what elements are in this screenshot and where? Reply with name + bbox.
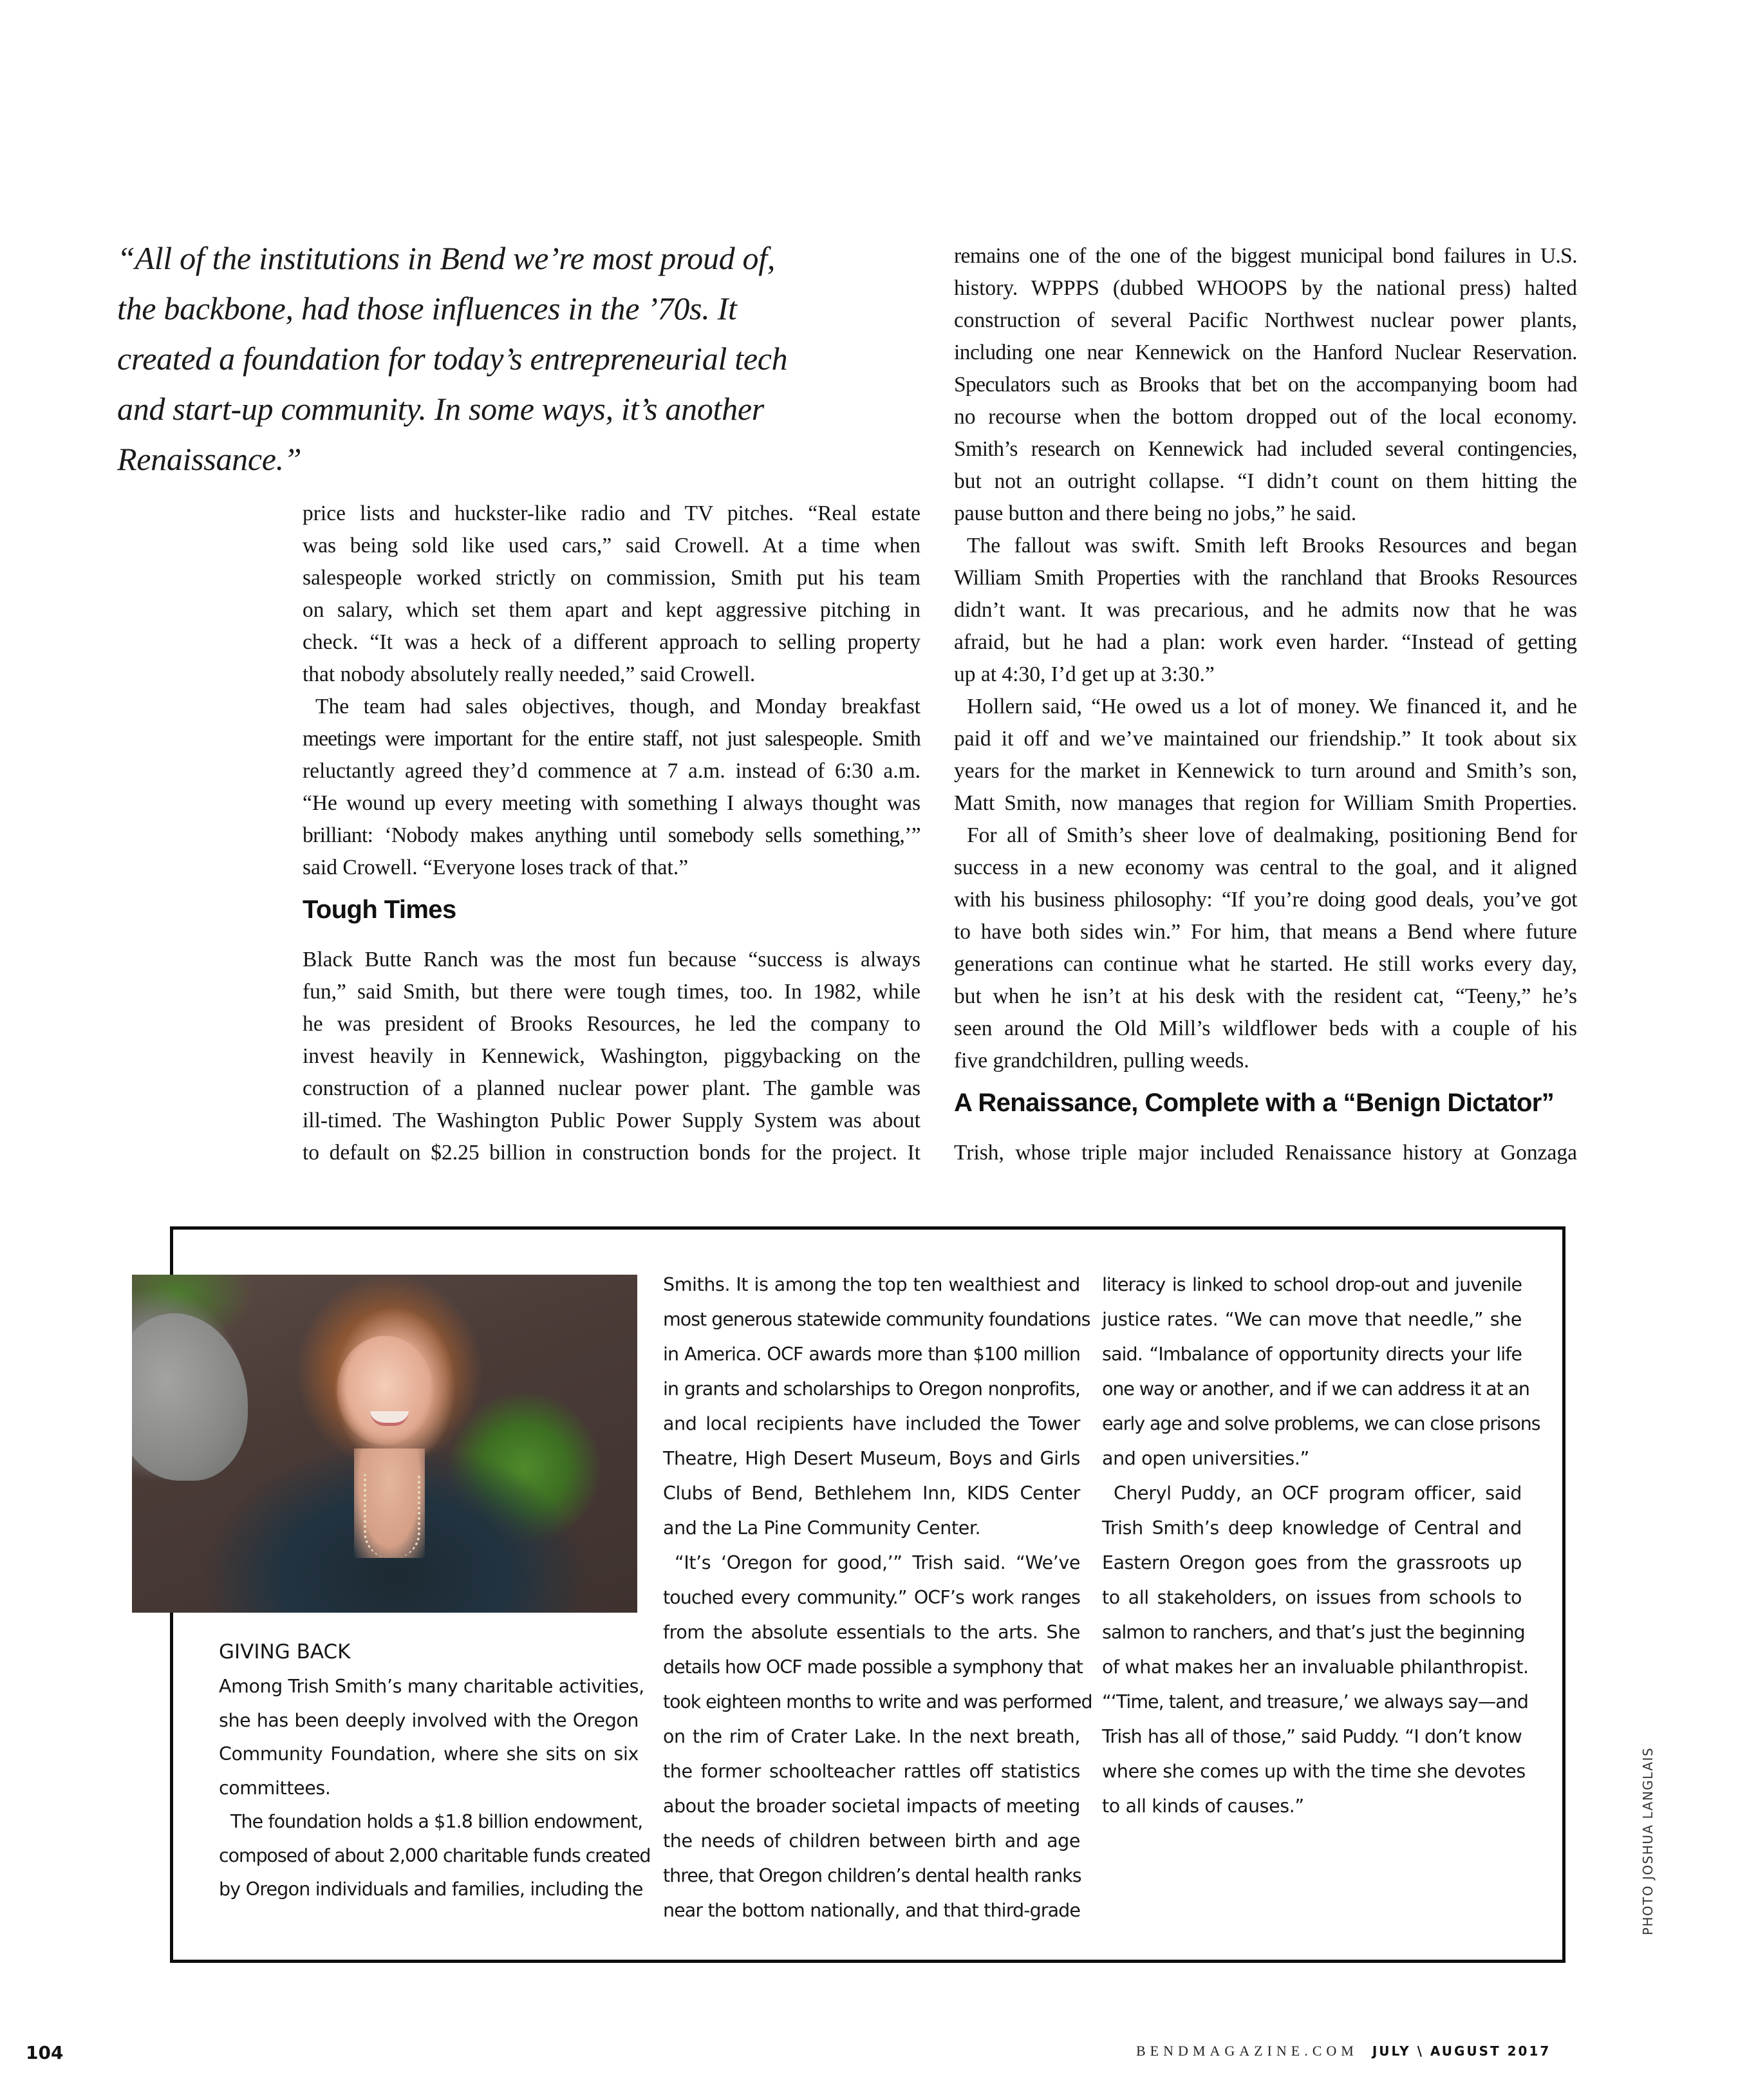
text-line: The team had sales objectives, though, and Monday breakfast [315,695,920,718]
article-column-right [954,240,1577,1169]
text-line: most generous statewide community foundations [663,1309,1090,1330]
text-line: William Smith Properties with the ranchland that Brooks Resources [954,566,1577,590]
text-line: no recourse when the bottom dropped out of the local economy. [954,405,1577,429]
rock-shape [132,1313,248,1481]
paragraph [219,1805,651,1907]
text-line: to have both sides win.” For him, that means a Bend where future [954,920,1577,944]
text-line: pause button and there being no jobs,” he said. [954,502,1357,525]
footer-site: BENDMAGAZINE.COM [1136,2043,1358,2059]
paragraph [1102,1476,1529,1824]
text-line: said. “Imbalance of opportunity directs your life [1102,1344,1522,1365]
text-line: three, that Oregon children’s dental health ranks [663,1865,1081,1886]
text-line: years for the market in Kennewick to turn around and Smith’s son, [954,759,1577,783]
paragraph [1102,1268,1540,1476]
text-line: on the rim of Crater Lake. In the next breath, [663,1726,1080,1747]
text-line: Trish, whose triple major included Renaissance history at Gonzaga [954,1141,1577,1165]
pull-quote-line: Renaissance.” [117,441,302,477]
text-line: but when he isn’t at his desk with the resident cat, “Teeny,” he’s [954,984,1577,1008]
text-line: “It’s ‘Oregon for good,’” Trish said. “We’ve [675,1552,1080,1573]
text-line: Community Foundation, where she sits on six [219,1743,639,1765]
caption-title: GIVING BACK [219,1640,351,1664]
text-line: Smiths. It is among the top ten wealthiest and [663,1274,1080,1295]
footer-issue: JULY \ AUGUST 2017 [1372,2043,1551,2059]
text-line: salespeople worked strictly on commission, Smith put his team [303,566,920,590]
text-line: generations can continue what he started. He still works every day, [954,952,1577,976]
text-line: on salary, which set them apart and kept aggressive pitching in [303,598,920,622]
text-line: took eighteen months to write and was performed [663,1691,1092,1712]
text-line: about the broader societal impacts of meeting [663,1795,1080,1817]
text-line: construction of a planned nuclear power plant. The gamble was [303,1076,920,1101]
text-line: “He wound up every meeting with something I always thought was [303,791,920,815]
text-line: where she comes up with the time she devotes [1102,1761,1526,1782]
section-heading-renaissance: A Renaissance, Complete with a “Benign Dictator” [954,1089,1555,1117]
text-line: committees. [219,1777,331,1799]
text-line: construction of several Pacific Northwest nuclear power plants, [954,308,1577,332]
paragraph [303,498,920,691]
paragraph [954,691,1577,820]
page-number: 104 [26,2042,64,2063]
pull-quote [117,233,877,484]
pull-quote-line: the backbone, had those influences in the ’70s. It [117,290,737,326]
photo-credit: PHOTO JOSHUA LANGLAIS [1640,1747,1656,1936]
text-line: For all of Smith’s sheer love of dealmaking, positioning Bend for [967,823,1577,847]
text-line: Cheryl Puddy, an OCF program officer, said [1114,1483,1522,1504]
text-line: reluctantly agreed they’d commence at 7 a.m. instead of 6:30 a.m. [303,759,920,783]
text-line: of what makes her an invaluable philanthropist. [1102,1656,1529,1678]
text-line: to default on $2.25 billion in construction bonds for the project. It [303,1141,920,1165]
text-line: she has been deeply involved with the Oregon [219,1709,639,1731]
paragraph [954,530,1577,691]
text-line: five grandchildren, pulling weeds. [954,1049,1249,1073]
text-line: The fallout was swift. Smith left Brooks Resources and began [967,534,1577,558]
text-line: from the absolute essentials to the arts. She [663,1622,1080,1643]
text-line: and open universities.” [1102,1448,1309,1469]
text-line: fun,” said Smith, but there were tough times, too. In 1982, while [303,980,920,1004]
paragraph [954,1137,1577,1169]
text-line: Trish has all of those,” said Puddy. “I don’t know [1102,1726,1522,1747]
text-line: to all stakeholders, on issues from schools to [1102,1587,1522,1608]
text-line: and local recipients have included the Tower [663,1413,1080,1434]
text-line: in America. OCF awards more than $100 million [663,1344,1080,1365]
text-line: and the La Pine Community Center. [663,1517,981,1539]
text-line: invest heavily in Kennewick, Washington, piggybacking on the [303,1044,920,1069]
sidebar-column-2 [663,1268,1092,1928]
text-line: Hollern said, “He owed us a lot of money. We financed it, and he [967,695,1577,718]
paragraph [954,820,1577,1077]
text-line: by Oregon individuals and families, including the [219,1879,643,1900]
text-line: The foundation holds a $1.8 billion endowment, [230,1811,643,1832]
text-line: salmon to ranchers, and that’s just the beginning [1102,1622,1525,1643]
text-line: remains one of the one of the biggest municipal bond failures in U.S. [954,244,1577,268]
text-line: one way or another, and if we can address it at an [1102,1378,1529,1400]
face-shape [337,1336,433,1445]
pull-quote-line: and start-up community. In some ways, it’s another [117,391,764,427]
text-line: Clubs of Bend, Bethlehem Inn, KIDS Center [663,1483,1080,1504]
text-line: paid it off and we’ve maintained our friendship.” It took about six [954,727,1577,751]
paragraph [303,691,920,884]
text-line: Eastern Oregon goes from the grassroots up [1102,1552,1522,1573]
photo-caption [219,1635,651,1907]
text-line: price lists and huckster-like radio and TV pitches. “Real estate [303,502,920,525]
text-line: near the bottom nationally, and that third-grade [663,1900,1080,1921]
text-line: to all kinds of causes.” [1102,1795,1304,1817]
text-line: seen around the Old Mill’s wildflower beds with a couple of his [954,1017,1577,1040]
text-line: ill-timed. The Washington Public Power Supply System was about [303,1109,920,1133]
text-line: Theatre, High Desert Museum, Boys and Girls [663,1448,1080,1469]
paragraph [303,944,920,1169]
text-line: with his business philosophy: “If you’re doing good deals, you’ve got [954,888,1577,912]
text-line: Black Butte Ranch was the most fun because “success is always [303,948,920,972]
text-line: meetings were important for the entire staff, not just salespeople. Smith [303,727,920,751]
portrait-photo [132,1275,637,1613]
text-line: “‘Time, talent, and treasure,’ we always say—and [1102,1691,1528,1712]
text-line: history. WPPPS (dubbed WHOOPS by the national press) halted [954,276,1577,300]
text-line: Smith’s research on Kennewick had included several contingencies, [954,437,1577,461]
pull-quote-line: “All of the institutions in Bend we’re most proud of, [117,240,776,276]
text-line: the needs of children between birth and age [663,1830,1080,1852]
text-line: literacy is linked to school drop-out and juvenile [1102,1274,1522,1295]
text-line: that nobody absolutely really needed,” said Crowell. [303,662,756,686]
necklace-shape [364,1474,420,1558]
text-line: the former schoolteacher rattles off statistics [663,1761,1080,1782]
text-line: brilliant: ‘Nobody makes anything until somebody sells something,’” [303,823,920,847]
paragraph [954,240,1577,530]
text-line: success in a new economy was central to the goal, and it aligned [954,856,1577,879]
text-line: details how OCF made possible a symphony that [663,1656,1083,1678]
sidebar-column-3 [1102,1268,1540,1824]
pull-quote-line: created a foundation for today’s entrepreneurial tech [117,341,788,377]
text-line: including one near Kennewick on the Hanford Nuclear Reservation. [954,341,1577,364]
text-line: early age and solve problems, we can close prisons [1102,1413,1540,1434]
text-line: he was president of Brooks Resources, he led the company to [303,1012,920,1036]
paragraph [219,1670,644,1805]
text-line: in grants and scholarships to Oregon nonprofits, [663,1378,1080,1400]
text-line: justice rates. “We can move that needle,” she [1102,1309,1522,1330]
text-line: composed of about 2,000 charitable funds created [219,1844,651,1866]
text-line: touched every community.” OCF’s work ranges [663,1587,1080,1608]
text-line: Speculators such as Brooks that bet on the accompanying boom had [954,373,1577,397]
footer [1136,2043,1551,2059]
text-line: didn’t want. It was precarious, and he admits now that he was [954,598,1577,622]
text-line: up at 4:30, I’d get up at 3:30.” [954,662,1215,686]
text-line: Trish Smith’s deep knowledge of Central and [1102,1517,1522,1539]
paragraph [663,1268,1090,1546]
text-line: Among Trish Smith’s many charitable activities, [219,1676,644,1697]
paragraph [663,1546,1092,1928]
article-column-left [303,498,920,1169]
text-line: was being sold like used cars,” said Crowell. At a time when [303,534,920,558]
section-heading-tough-times: Tough Times [303,895,456,924]
text-line: Matt Smith, now manages that region for William Smith Properties. [954,791,1577,815]
text-line: check. “It was a heck of a different approach to selling property [303,630,920,654]
text-line: said Crowell. “Everyone loses track of that.” [303,856,689,879]
text-line: but not an outright collapse. “I didn’t count on them hitting the [954,469,1577,493]
text-line: afraid, but he had a plan: work even harder. “Instead of getting [954,630,1577,654]
